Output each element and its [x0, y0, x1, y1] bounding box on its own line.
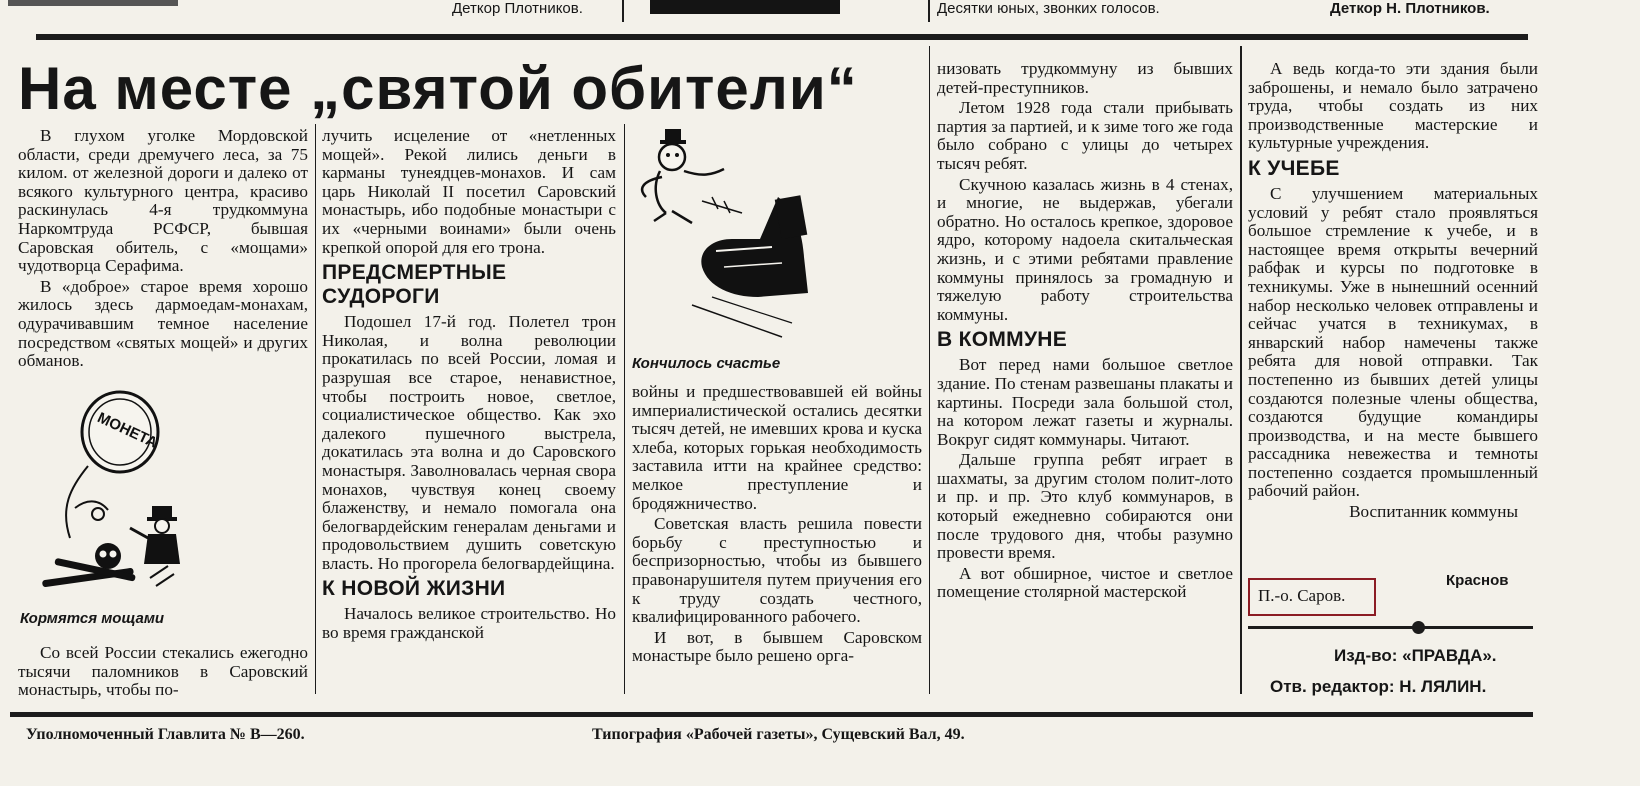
printer-note: Типография «Рабочей газеты», Сущевский Вал, 49. [592, 726, 965, 743]
article-column-3 [632, 383, 922, 668]
paragraph: Скучною казалась жизнь в 4 стенах, и многие, не выдержав, убегали обратно. Но осталось крепкое, здоровое ядро, которому надоела скитальческая жизнь, и с этими ребятами правление коммуны принялось за громадную и тяжелую работу строительства коммуны. [937, 174, 1233, 324]
fleeing-monk-icon [642, 129, 742, 223]
paragraph: Летом 1928 года стали прибывать партия за партией, и к зиме того же года было собрано с улицы до четырех тысяч ребят. [937, 98, 1233, 173]
paragraph: Дальше группа ребят играет в шахматы, за другим столом полит-лото и пр. и пр. Это клуб коммунаров, в который ежедневно собираются они после трудового дня, чтобы разумно провести время. [937, 450, 1233, 563]
signature-name: Краснов [1446, 572, 1509, 589]
illustration-caption: Кончилось счастье [632, 355, 781, 372]
column-rule [624, 124, 625, 694]
paragraph: Началось великое строительство. Но во время гражданской [322, 604, 616, 643]
coin-icon [82, 392, 160, 472]
editor-line: Отв. редактор: Н. ЛЯЛИН. [1270, 677, 1487, 696]
paragraph: Со всей России стекались ежегодно тысячи паломников в Саровский монастырь, чтобы по- [18, 643, 308, 700]
illustration-coin-cartoon [30, 388, 190, 610]
paragraph: Советская власть решила повести борьбу с преступностью и беспризорностью, чтобы из бывшего правонарушителя путем приучения его к труду создать честного, квалифицированного рабочего. [632, 514, 922, 627]
ornament-icon [1412, 621, 1425, 634]
illustration-caption: Кормятся мощами [20, 610, 165, 627]
column-rule [315, 124, 316, 694]
coin-label: МОНЕТА [94, 409, 160, 452]
boot-icon [701, 195, 808, 297]
top-thick-rule [36, 34, 1528, 40]
article-headline: На месте „святой обители“ [18, 55, 858, 122]
censor-note: Уполномоченный Главлита № В—260. [26, 726, 305, 743]
paragraph: В «доброе» старое время хорошо жилось здесь дармоедам-монахам, одурачивавшим темное население посредством «святых мощей» и других обманов. [18, 276, 308, 371]
skull-icon [42, 543, 136, 587]
paragraph: низовать трудкоммуну из бывших детей-преступников. [937, 59, 1233, 97]
signature-line: Воспитанник коммуны [1349, 502, 1518, 522]
subheading: К УЧЕБЕ [1248, 156, 1340, 180]
masthead-divider [622, 0, 624, 22]
paragraph: А вот обширное, чистое и светлое помещение столярной мастерской [937, 563, 1233, 602]
paragraph: Подошел 17-й год. Полетел трон Николая, и волна революции прокатилась по всей России, ломая и разрушая все старое, ненавистное, чтобы построить новое, светлое, социалистическое общество. Как эхо далекого пушечного выстрела, докатилась эта волна и до Саровского монастыря. Заволновалась черная свора монахов, чувствуя конец своему блаженству, и немало помогала она белогвардейским генералам деньгами и продовольствием душить советскую власть. Но прогорела белогвардейщина. [322, 312, 616, 573]
column-rule [929, 46, 930, 694]
publisher-line: Изд-во: «ПРАВДА». [1334, 646, 1497, 665]
paragraph: лучить исцеление от «нетленных мощей». Рекой лились деньги в карманы тунеядцев-монахов. И сам царь Николай II посетил Саровский монастырь, ибо подобные монастыри с их «черными воинами» были очень крепкой опорой для его трона. [322, 126, 616, 257]
paragraph: В глухом уголке Мордовской области, среди дремучего леса, за 75 килом. от железной дороги и далеко от всякого культурного центра, красиво раскинулась 4-я трудкоммуна Наркомтруда РСФСР, бывшая Саровская обитель, с «мощами» чудотворца Серафима. [18, 126, 308, 276]
paragraph: Вот перед нами большое светлое здание. По стенам развешаны плакаты и картины. Посреди зала большой стол, на котором лежат газеты и журналы. Вокруг сидят коммунары. Читают. [937, 355, 1233, 449]
column-rule [1240, 46, 1242, 694]
subheading: В КОММУНЕ [937, 328, 1068, 352]
illustration-boot-cartoon [632, 127, 922, 349]
masthead-black-block [650, 0, 840, 14]
subheading: К НОВОЙ ЖИЗНИ [322, 577, 506, 601]
article-column-4 [937, 60, 1233, 604]
dateline: П.-о. Саров. [1258, 586, 1346, 605]
bottom-thick-rule [10, 712, 1533, 717]
masthead-right-editor: Деткор Н. Плотников. [1330, 0, 1490, 17]
paragraph: С улучшением материальных условий у ребят стало проявляться большое стремление к учебе, и в настоящее время открыты вечерний рабфак и курсы по подготовке в техникумы. Уже в нынешний осенний набор несколько человек отправлены и сейчас учатся в техникумах, в январский набор намечены также ребята для новой отправки. Так постепенно из бывших детей улицы создаются полезные члены общества, создаются будущие командиры производства, и на месте бывшего рассадника невежества и темноты постепенно создается промышленный рабочий район. [1248, 183, 1538, 501]
article-column-2 [322, 127, 616, 645]
article-column-1-continued [18, 644, 308, 702]
article-column-5 [1248, 60, 1538, 522]
article-column-1 [18, 127, 308, 373]
masthead-left-editor: Деткор Плотников. [452, 0, 583, 17]
paragraph: войны и предшествовавшей ей войны империалистической остались десятки тысяч детей, не имевших крова и куска хлеба, которых горькая необходимость заставила итти на крайнее средство: мелкое преступление и бродяжничество. [632, 382, 922, 513]
ornamental-rule [1248, 626, 1533, 629]
paragraph: И вот, в бывшем Саровском монастыре было решено орга- [632, 627, 922, 666]
monk-figure-icon [130, 506, 180, 564]
subheading: ПРЕДСМЕРТНЫЕ СУДОРОГИ [322, 261, 507, 309]
paragraph: А ведь когда-то эти здания были заброшены, и немало было затрачено труда, чтобы создать из них производственные мастерские и культурные учреждения. [1248, 59, 1538, 153]
masthead-middle-text: Десятки юных, звонких голосов. [937, 0, 1160, 17]
masthead-divider [928, 0, 930, 22]
masthead-left-fragment [8, 0, 178, 6]
